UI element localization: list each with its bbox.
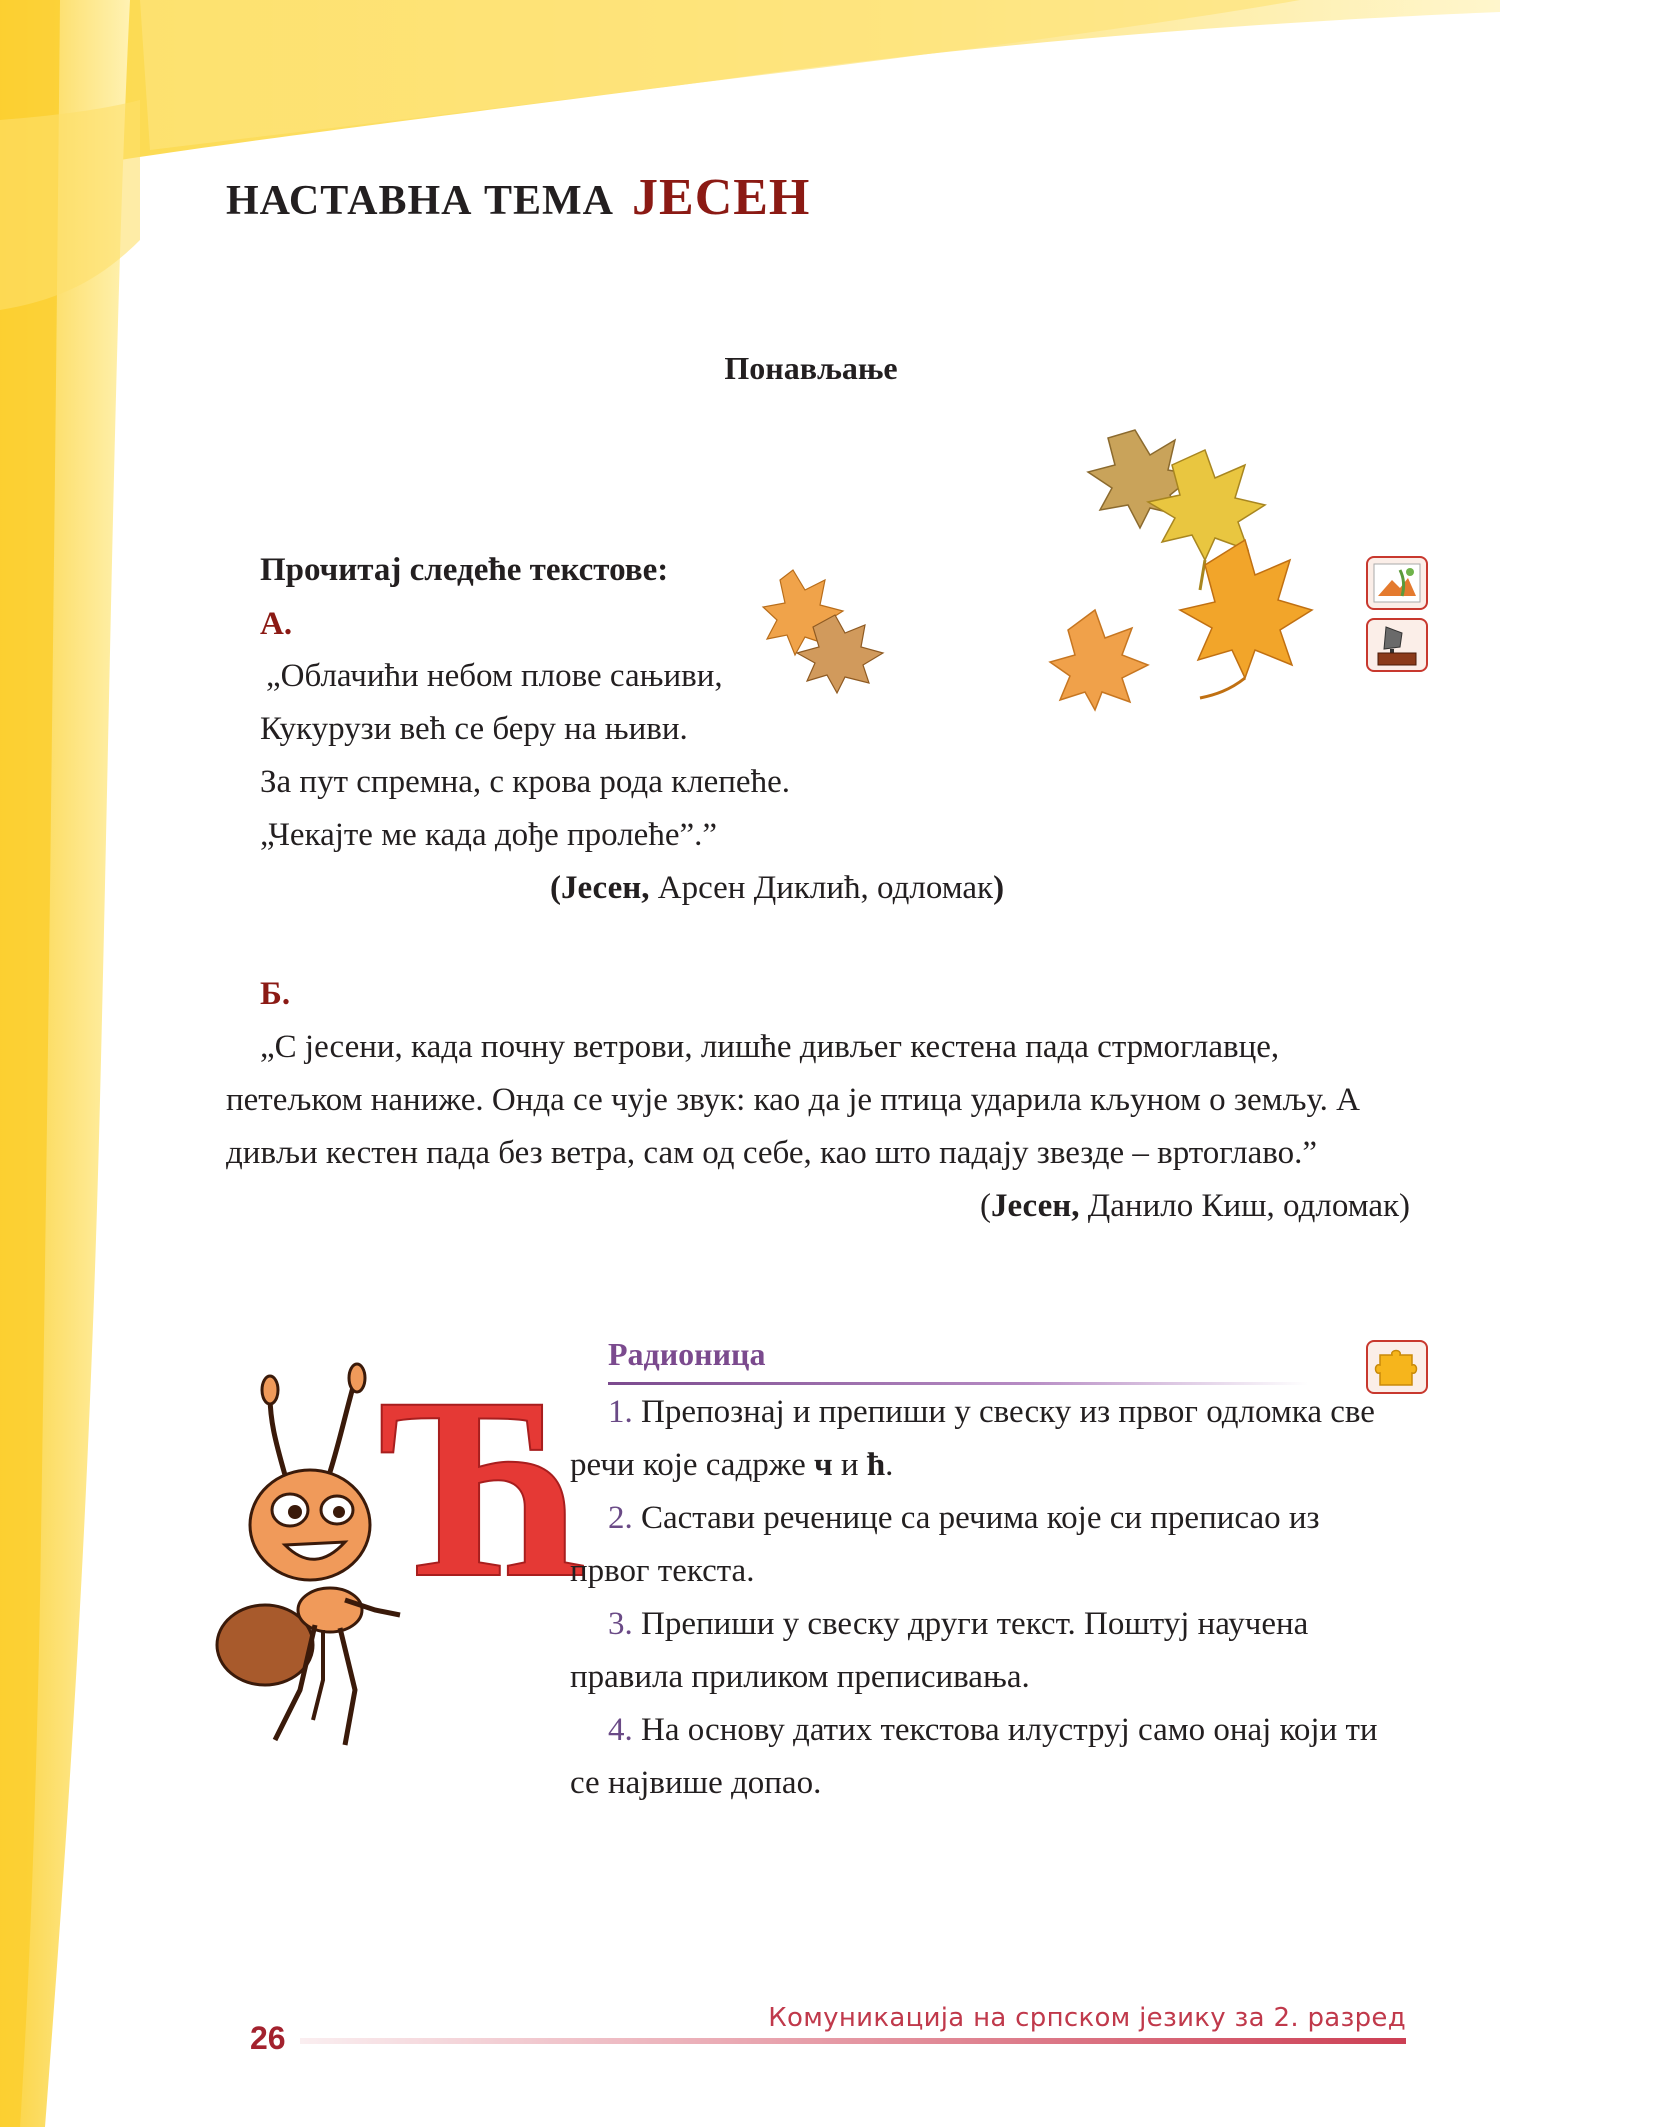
citation-open: ( — [550, 870, 561, 906]
topic-name: ЈЕСЕН — [632, 169, 811, 226]
task-text: Препиши у свеску други текст. Поштуј научена — [632, 1606, 1309, 1642]
citation-author: Арсен Диклић, одломак — [649, 870, 994, 906]
small-leaves-illustration — [765, 565, 890, 695]
task-3-continued: правила приликом преписивања. — [570, 1659, 1030, 1695]
letter-glyph: Ћ — [385, 1344, 593, 1632]
task-text: На основу датих текстова илуструј само онај који ти — [632, 1712, 1378, 1748]
task-number: 3. — [608, 1606, 633, 1642]
section-b-label: Б. — [260, 976, 291, 1012]
prose-line-2: петељком наниже. Онда се чује звук: као да је птица ударила кљуном о земљу. А — [226, 1082, 1360, 1118]
task-3 — [608, 1598, 1308, 1651]
footer-divider — [300, 2038, 1406, 2044]
prose-citation — [980, 1180, 1410, 1233]
citation-close: ) — [993, 870, 1005, 906]
task-2 — [608, 1492, 1320, 1545]
puzzle-icon[interactable] — [1366, 1340, 1428, 1394]
poem-line-2: Кукурузи већ се беру на њиви. — [260, 711, 688, 747]
task-2-continued: првог текста. — [570, 1553, 755, 1589]
ant-mascot-illustration — [215, 1344, 593, 1760]
gramophone-glyph — [1372, 623, 1422, 667]
page-number: 26 — [250, 2020, 286, 2056]
poem-line-4: „Чекајте ме када дође пролеће”.” — [260, 817, 718, 853]
citation-author: Данило Киш, одломак) — [1079, 1188, 1411, 1224]
task-1-continued — [570, 1439, 893, 1492]
picture-glyph — [1372, 562, 1422, 604]
task-number: 4. — [608, 1712, 633, 1748]
poem-line-1: „Облачићи небом плове сањиви, — [266, 658, 723, 694]
task-4-continued: се највише допао. — [570, 1765, 822, 1801]
poem-line-3: За пут спремна, с крова рода клепеће. — [260, 764, 790, 800]
citation-title: Јесен, — [561, 870, 650, 906]
leaf-orange-large — [1180, 540, 1312, 698]
leaf-orange-small — [1050, 610, 1148, 710]
reading-instruction: Прочитај следеће текстове: — [260, 552, 669, 588]
section-a-label: А. — [260, 606, 293, 642]
topic-prefix: НАСТАВНА ТЕМА — [226, 178, 615, 224]
task-number: 2. — [608, 1500, 633, 1536]
task-number: 1. — [608, 1394, 633, 1430]
workshop-title: Радионица — [608, 1336, 766, 1372]
task-text: речи које садрже — [570, 1447, 815, 1483]
task-text: . — [885, 1447, 894, 1483]
prose-line-1: „С јесени, када почну ветрови, лишће дивљег кестена пада стрмоглавце, — [260, 1029, 1280, 1065]
lesson-subtitle — [0, 350, 1654, 387]
gramophone-icon[interactable] — [1366, 618, 1428, 672]
bold-letter: ћ — [866, 1447, 886, 1483]
workshop-underline — [608, 1382, 1308, 1385]
image-icon[interactable] — [1366, 556, 1428, 610]
bold-letter: ч — [814, 1447, 833, 1483]
lesson-topic-heading — [226, 168, 810, 227]
task-text: и — [832, 1447, 867, 1483]
citation-open: ( — [980, 1188, 991, 1224]
book-title-footer: Комуникација на српском језику за 2. разред — [768, 2003, 1406, 2033]
task-4 — [608, 1704, 1378, 1757]
subtitle-text: Понављање — [724, 350, 898, 386]
task-text: Препознај и препиши у свеску из првог одломка све — [632, 1394, 1375, 1430]
task-text: Састави реченице са речима које си преписао из — [632, 1500, 1320, 1536]
prose-line-3: дивљи кестен пада без ветра, сам од себе, као што падају звезде – вртоглаво.” — [226, 1135, 1317, 1171]
citation-title: Јесен, — [991, 1188, 1080, 1224]
autumn-leaves-illustration — [1050, 410, 1350, 710]
task-1 — [608, 1386, 1375, 1439]
puzzle-glyph — [1372, 1345, 1422, 1389]
poem-citation — [550, 862, 1004, 915]
